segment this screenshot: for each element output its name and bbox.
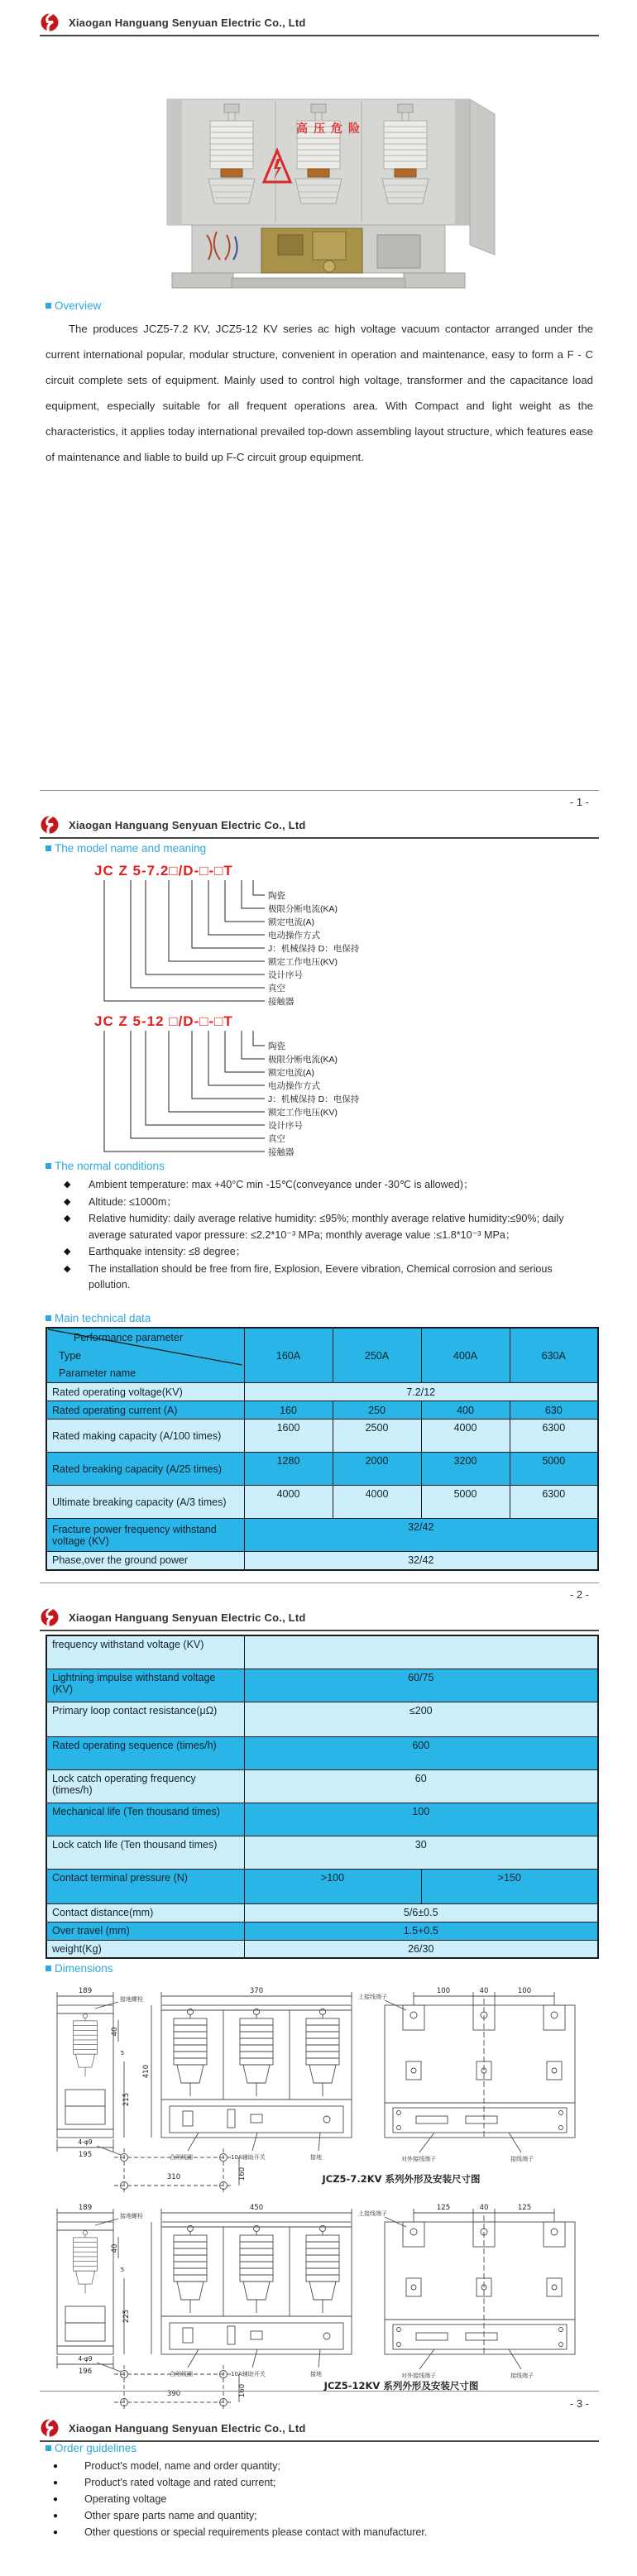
row-value: 1600 bbox=[244, 1420, 333, 1453]
dim-label: 410 bbox=[142, 2064, 151, 2079]
row-label: Ultimate breaking capacity (A/3 times) bbox=[46, 1486, 244, 1519]
row-value: 600 bbox=[244, 1736, 598, 1769]
model-label: 额定工作电压(KV) bbox=[268, 957, 338, 967]
row-label: Rated operating voltage(KV) bbox=[46, 1383, 244, 1401]
model-label: 真空 bbox=[268, 984, 285, 994]
page2-number: - 2 - bbox=[569, 1588, 589, 1601]
corner-type: Type bbox=[59, 1350, 82, 1362]
dimensions-heading: Dimensions bbox=[55, 1962, 113, 1975]
drawing-callout: 上接线端子 bbox=[358, 1994, 387, 2000]
company-logo-icon bbox=[40, 1607, 61, 1627]
row-value: 3200 bbox=[421, 1453, 510, 1486]
page2-header bbox=[40, 812, 599, 839]
row-value: 2500 bbox=[333, 1420, 421, 1453]
model-label: J：机械保持 D：电保持 bbox=[268, 944, 360, 954]
row-value: 26/30 bbox=[244, 1940, 598, 1958]
column-header: 400A bbox=[421, 1328, 510, 1383]
table-row bbox=[46, 1635, 598, 1669]
dimension-drawing-7-2kv bbox=[46, 1982, 592, 2195]
model-heading: The model name and meaning bbox=[55, 842, 207, 855]
page3-divider bbox=[40, 2391, 599, 2392]
overview-heading: Overview bbox=[55, 299, 102, 312]
technical-data-table-1 bbox=[46, 1327, 599, 1571]
row-value: 4000 bbox=[244, 1486, 333, 1519]
model-label: 陶瓷 bbox=[268, 891, 285, 901]
model-label: 陶瓷 bbox=[268, 1041, 285, 1051]
drawing-callout: 10A辅助开关 bbox=[231, 2154, 266, 2161]
dim-label: 5 bbox=[120, 2050, 125, 2056]
row-value: 100 bbox=[244, 1803, 598, 1836]
model-label: 接触器 bbox=[268, 1147, 295, 1157]
order-item: ● Product's model, name and order quantity; bbox=[50, 2459, 596, 2475]
dim-label: 40 bbox=[111, 2243, 119, 2253]
table-corner-cell bbox=[46, 1328, 244, 1383]
normal-conditions-list bbox=[62, 1177, 596, 1295]
row-label: Lightning impulse withstand voltage (KV) bbox=[46, 1669, 244, 1702]
dim-label: 125 bbox=[436, 2204, 451, 2212]
dim-label: 370 bbox=[249, 1987, 264, 1995]
table-row bbox=[46, 1669, 598, 1702]
company-logo-icon bbox=[40, 2418, 61, 2438]
row-label: Rated operating sequence (times/h) bbox=[46, 1736, 244, 1769]
drawing-callout: 上接线端子 bbox=[358, 2210, 387, 2217]
row-label: Lock catch life (Ten thousand times) bbox=[46, 1836, 244, 1869]
company-logo-icon bbox=[40, 12, 61, 32]
row-value: 30 bbox=[244, 1836, 598, 1869]
table-row bbox=[46, 1940, 598, 1958]
order-item: ● Other spare parts name and quantity; bbox=[50, 2508, 596, 2525]
table-row bbox=[46, 1453, 598, 1486]
dim-label: 5 bbox=[120, 2267, 125, 2273]
model-label: 接触器 bbox=[268, 997, 295, 1007]
table-row bbox=[46, 1869, 598, 1903]
dim-label: 40 bbox=[479, 1987, 489, 1995]
dim-label: 215 bbox=[122, 2092, 131, 2107]
row-value: 7.2/12 bbox=[244, 1383, 598, 1401]
row-value: 5/6±0.5 bbox=[244, 1903, 598, 1922]
order-guidelines-heading: Order guidelines bbox=[55, 2442, 137, 2454]
dim-label: 189 bbox=[78, 2204, 93, 2212]
order-item: ● Product's rated voltage and rated current; bbox=[50, 2475, 596, 2492]
table-row bbox=[46, 1383, 598, 1401]
corner-parameter-name: Parameter name bbox=[59, 1367, 136, 1379]
condition-item: ◆ Ambient temperature: max +40°C min -15℃(conveyance under -30℃ is allowed)； bbox=[62, 1177, 596, 1194]
row-label: Contact terminal pressure (N) bbox=[46, 1869, 244, 1903]
model-label: 电动操作方式 bbox=[268, 931, 320, 941]
row-label: Over travel (mm) bbox=[46, 1922, 244, 1940]
company-name: Xiaogan Hanguang Senyuan Electric Co., Ltd bbox=[69, 2421, 306, 2435]
model-diagram-12kv bbox=[91, 1013, 438, 1158]
section-bullet-icon bbox=[46, 1315, 51, 1321]
section-model-name bbox=[46, 842, 206, 855]
normal-conditions-heading: The normal conditions bbox=[55, 1160, 165, 1172]
row-value: 32/42 bbox=[244, 1552, 598, 1570]
drawing-callout: 合闸线圈 bbox=[170, 2154, 193, 2161]
model-label: 真空 bbox=[268, 1134, 285, 1144]
dim-label: 4-φ9 bbox=[78, 2355, 93, 2363]
dim-label: 195 bbox=[78, 2151, 93, 2159]
condition-item: ◆ Earthquake intensity: ≤8 degree； bbox=[62, 1244, 596, 1261]
model-label: 额定工作电压(KV) bbox=[268, 1108, 338, 1118]
page1-divider bbox=[40, 790, 599, 791]
row-value: >150 bbox=[421, 1869, 598, 1903]
row-label: Lock catch operating frequency (times/h) bbox=[46, 1769, 244, 1803]
table-row bbox=[46, 1420, 598, 1453]
row-label: Mechanical life (Ten thousand times) bbox=[46, 1803, 244, 1836]
drawing-callout: 对外接线端子 bbox=[401, 2373, 436, 2379]
row-value: 400 bbox=[421, 1401, 510, 1420]
row-label: Phase,over the ground power bbox=[46, 1552, 244, 1570]
table-row bbox=[46, 1702, 598, 1736]
model-label: 设计序号 bbox=[268, 1121, 303, 1131]
condition-item: ◆ Relative humidity: daily average relative humidity: ≤95%; monthly average relative humidity:≤90%; daily average saturated vapor pressure: ≤2.2*10⁻³ MPa; monthly average value :≤1.8*10⁻³ MPa； bbox=[62, 1211, 596, 1243]
page2-divider bbox=[40, 1582, 599, 1583]
dim-label: 160 bbox=[238, 2383, 247, 2398]
model-label: 电动操作方式 bbox=[268, 1081, 320, 1091]
table-row bbox=[46, 1903, 598, 1922]
row-label: Rated operating current (A) bbox=[46, 1401, 244, 1420]
condition-item: ◆ The installation should be free from fire, Explosion, Eevere vibration, Chemical corrosion and serious pollution. bbox=[62, 1262, 596, 1294]
table-row bbox=[46, 1836, 598, 1869]
model-code-2: JC Z 5-12 □/D-□-□T bbox=[94, 1013, 233, 1029]
column-header: 250A bbox=[333, 1328, 421, 1383]
technical-data-heading: Main technical data bbox=[55, 1312, 151, 1324]
row-value: 6300 bbox=[510, 1486, 598, 1519]
order-item: ● Operating voltage bbox=[50, 2492, 596, 2508]
page3-header bbox=[40, 1605, 599, 1631]
dim-label: 189 bbox=[78, 1987, 93, 1995]
section-bullet-icon bbox=[46, 303, 51, 309]
model-label: 极限分断电流(KA) bbox=[268, 904, 338, 914]
model-label: 额定电流(A) bbox=[268, 917, 314, 927]
page1-header bbox=[40, 10, 599, 36]
row-value: 5000 bbox=[510, 1453, 598, 1486]
dim-label: 310 bbox=[166, 2173, 181, 2181]
condition-item: ◆ Altitude: ≤1000m； bbox=[62, 1195, 596, 1211]
drawing-callout: 对外接线端子 bbox=[401, 2156, 436, 2162]
row-value: 32/42 bbox=[244, 1519, 598, 1552]
dim-label: 196 bbox=[78, 2368, 93, 2376]
dim-label: 40 bbox=[111, 2027, 119, 2037]
dim-label: 100 bbox=[517, 1987, 532, 1995]
company-name: Xiaogan Hanguang Senyuan Electric Co., Ltd bbox=[69, 818, 306, 831]
page4-header bbox=[40, 2416, 599, 2442]
section-order-guidelines bbox=[46, 2442, 136, 2454]
drawing-callout: 接地螺栓 bbox=[120, 1996, 143, 2003]
row-label: Primary loop contact resistance(μΩ) bbox=[46, 1702, 244, 1736]
corner-performance-parameter: Performance parameter bbox=[74, 1332, 184, 1343]
row-label: Fracture power frequency withstand voltage (KV) bbox=[46, 1519, 244, 1552]
order-item: ● Other questions or special requirements please contact with manufacturer. bbox=[50, 2525, 596, 2541]
row-value: 60/75 bbox=[244, 1669, 598, 1702]
drawing-caption: JCZ5-12KV 系列外形及安装尺寸图 bbox=[323, 2380, 479, 2392]
company-name: Xiaogan Hanguang Senyuan Electric Co., Ltd bbox=[69, 16, 306, 29]
dim-label: 160 bbox=[238, 2167, 247, 2181]
drawing-callout: 10A辅助开关 bbox=[231, 2371, 266, 2377]
table-row bbox=[46, 1552, 598, 1570]
row-value: 4000 bbox=[421, 1420, 510, 1453]
table-row bbox=[46, 1736, 598, 1769]
row-value: 2000 bbox=[333, 1453, 421, 1486]
model-code-1: JC Z 5-7.2□/D-□-□T bbox=[94, 863, 233, 879]
dim-label: 390 bbox=[166, 2390, 181, 2398]
row-label: Rated breaking capacity (A/25 times) bbox=[46, 1453, 244, 1486]
row-label: Rated making capacity (A/100 times) bbox=[46, 1420, 244, 1453]
drawing-callout: 接地螺栓 bbox=[120, 2213, 143, 2219]
row-value: 6300 bbox=[510, 1420, 598, 1453]
model-diagram-7-2kv bbox=[91, 862, 438, 1008]
company-logo-icon bbox=[40, 815, 61, 835]
row-label: Contact distance(mm) bbox=[46, 1903, 244, 1922]
dim-label: 225 bbox=[122, 2309, 131, 2324]
row-value: 1.5+0.5 bbox=[244, 1922, 598, 1940]
overview-paragraph: The produces JCZ5-7.2 KV, JCZ5-12 KV series ac high voltage vacuum contactor arranged under the current international popular, modular structure, convenient in operation and maintenance, easy to form a F - C circuit complete sets of equipment. Mainly used to control high voltage, transformer and the capacitance load equipment, especially suitable for all frequent operations area. With Compact and light weight as the characteristics, it applies today international prevailed top-down assembling layout structure, which features ease of maintenance and liable to build up F-C circuit group equipment. bbox=[46, 323, 593, 463]
photo-warning-text: 高压危险 bbox=[296, 122, 366, 136]
section-bullet-icon bbox=[46, 1966, 51, 1971]
row-value: 1280 bbox=[244, 1453, 333, 1486]
dimension-drawing-12kv bbox=[46, 2199, 592, 2412]
model-label: 设计序号 bbox=[268, 970, 303, 980]
row-value: 4000 bbox=[333, 1486, 421, 1519]
section-bullet-icon bbox=[46, 1163, 51, 1169]
dim-label: 100 bbox=[436, 1987, 451, 1995]
row-value: 250 bbox=[333, 1401, 421, 1420]
row-value: >100 bbox=[244, 1869, 421, 1903]
page3-number: - 3 - bbox=[569, 2397, 589, 2410]
drawing-callout: 接地 bbox=[310, 2154, 322, 2161]
section-overview bbox=[46, 299, 101, 312]
diagonal-divider bbox=[47, 1329, 244, 1382]
section-main-technical-data bbox=[46, 1312, 151, 1324]
table-row bbox=[46, 1486, 598, 1519]
table-row bbox=[46, 1922, 598, 1940]
model-label: 额定电流(A) bbox=[268, 1068, 314, 1078]
table-row bbox=[46, 1401, 598, 1420]
drawing-callout: 接线端子 bbox=[510, 2373, 534, 2379]
row-value: 5000 bbox=[421, 1486, 510, 1519]
model-label: 极限分断电流(KA) bbox=[268, 1055, 338, 1065]
section-dimensions bbox=[46, 1962, 113, 1975]
table-row bbox=[46, 1803, 598, 1836]
drawing-callout: 合闸线圈 bbox=[170, 2371, 193, 2377]
dim-label: 40 bbox=[479, 2204, 489, 2212]
row-label: frequency withstand voltage (KV) bbox=[46, 1635, 244, 1669]
section-normal-conditions bbox=[46, 1160, 165, 1172]
drawing-callout: 接线端子 bbox=[510, 2156, 534, 2162]
dim-label: 4-φ9 bbox=[78, 2138, 93, 2146]
table-row bbox=[46, 1519, 598, 1552]
drawing-caption: JCZ5-7.2KV 系列外形及安装尺寸图 bbox=[322, 2173, 481, 2185]
row-value: 160 bbox=[244, 1401, 333, 1420]
order-guidelines-list bbox=[50, 2459, 596, 2541]
row-value: 60 bbox=[244, 1769, 598, 1803]
row-value bbox=[244, 1635, 598, 1669]
column-header: 630A bbox=[510, 1328, 598, 1383]
model-label: J：机械保持 D：电保持 bbox=[268, 1094, 360, 1104]
technical-data-table-2 bbox=[46, 1635, 599, 1959]
drawing-callout: 接地 bbox=[310, 2371, 322, 2377]
dim-label: 450 bbox=[249, 2204, 264, 2212]
table-row bbox=[46, 1769, 598, 1803]
section-bullet-icon bbox=[46, 2445, 51, 2451]
column-header: 160A bbox=[244, 1328, 333, 1383]
row-label: weight(Kg) bbox=[46, 1940, 244, 1958]
section-bullet-icon bbox=[46, 845, 51, 851]
company-name: Xiaogan Hanguang Senyuan Electric Co., Ltd bbox=[69, 1611, 306, 1624]
row-value: ≤200 bbox=[244, 1702, 598, 1736]
dim-label: 125 bbox=[517, 2204, 532, 2212]
row-value: 630 bbox=[510, 1401, 598, 1420]
product-photo bbox=[124, 89, 513, 298]
page1-number: - 1 - bbox=[569, 796, 589, 808]
